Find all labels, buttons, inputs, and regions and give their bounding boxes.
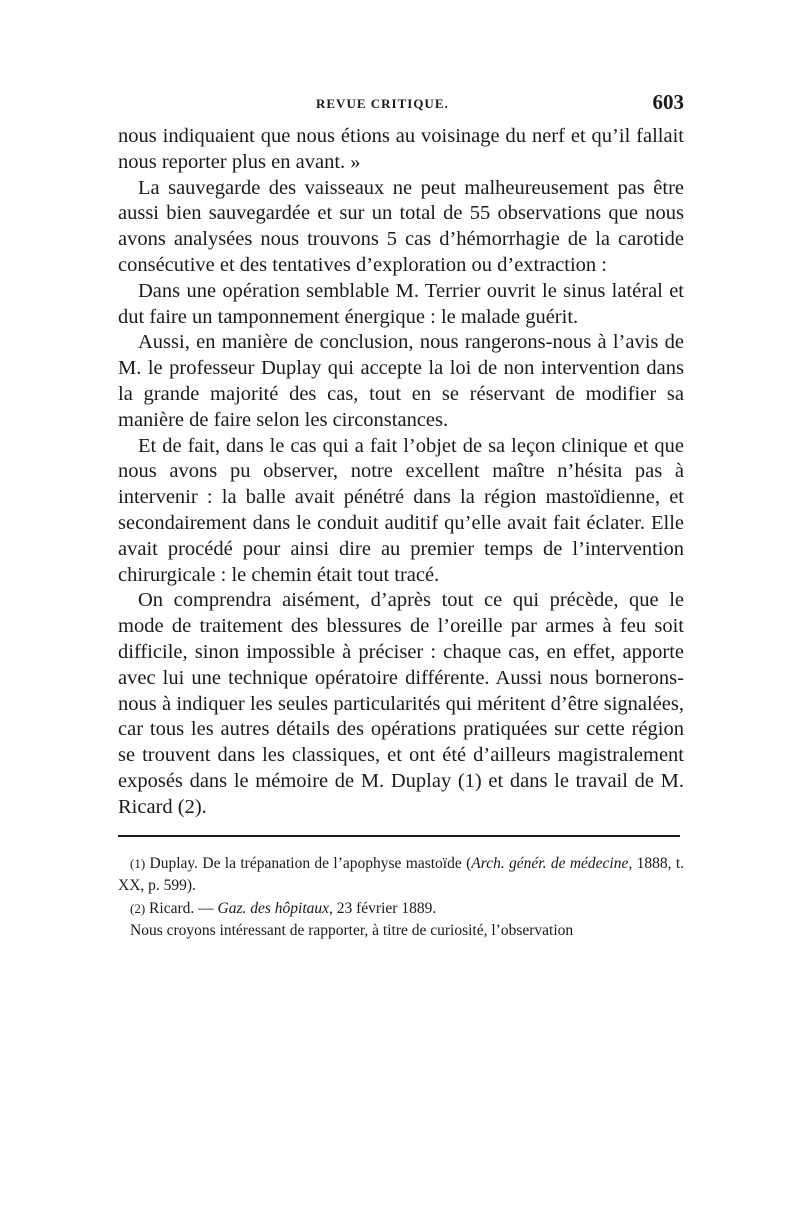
- footnote-1-text: Duplay. De la trépanation de l’apophyse mastoïde (: [149, 854, 472, 872]
- paragraph-4: Aussi, en manière de conclusion, nous rangerons-nous à l’avis de M. le professeur Duplay qui accepte la loi de non intervention dans la grande majorité des cas, tout en se réservant de modifier sa manière de faire selon les circonstances.: [118, 331, 684, 431]
- footnote-2-text: Ricard. —: [149, 899, 218, 917]
- running-title: REVUE CRITIQUE.: [316, 96, 449, 111]
- footnote-2-journal: Gaz. des hôpitaux,: [217, 899, 333, 917]
- footnote-3: Nous croyons intéressant de rapporter, à titre de curiosité, l’observation: [130, 922, 574, 940]
- footnote-1-reference: 1888, t. XX, p. 599).: [118, 854, 685, 895]
- footnotes: [118, 853, 684, 943]
- footnote-1-marker: (1): [130, 855, 146, 871]
- footnote-2: [118, 898, 684, 921]
- footnote-2-reference: 23 février 1889.: [332, 899, 437, 917]
- paragraph-3: Dans une opération semblable M. Terrier ouvrit le sinus latéral et dut faire un tamponnement énergique : le malade guérit.: [118, 279, 684, 328]
- footnote-1: [118, 853, 684, 898]
- footnote-divider: [118, 835, 680, 837]
- footnote-2-marker: (2): [130, 900, 146, 916]
- paragraph-6: On comprendra aisément, d’après tout ce qui précède, que le mode de traitement des blessures de l’oreille par armes à feu soit difficile, sinon impossible à préciser : chaque cas, en effet, apporte avec lui une technique opératoire différente. Aussi nous bornerons-nous à indiquer les seules particularités qui méritent d’être signalées, car tous les autres détails des opérations pratiquées sur cette région se trouvent dans les classiques, et ont été d’ailleurs magistralement exposés dans le mémoire de M. Duplay (1) et dans le travail de M. Ricard (2).: [118, 589, 684, 818]
- paragraph-1: nous indiquaient que nous étions au voisinage du nerf et qu’il fallait nous reporter plus en avant. »: [118, 125, 684, 173]
- paragraph-2: La sauvegarde des vaisseaux ne peut malheureusement pas être aussi bien sauvegardée et sur un total de 55 observations que nous avons analysées nous trouvons 5 cas d’hémorrhagie de la carotide consécutive et des tentatives d’exploration ou d’extraction :: [118, 176, 684, 276]
- body-text: [118, 124, 684, 821]
- page-header: [118, 88, 684, 124]
- page-number: 603: [652, 90, 684, 114]
- footnote-1-journal: Arch. génér. de médecine,: [471, 854, 633, 872]
- paragraph-5: Et de fait, dans le cas qui a fait l’objet de sa leçon clinique et que nous avons pu observer, notre excellent maître n’hésita pas à intervenir : la balle avait pénétré dans la région mastoïdienne, et secondairement dans le conduit auditif qu’elle avait fait éclater. Elle avait procédé pour ainsi dire au premier temps de l’intervention chirurgicale : le chemin était tout tracé.: [118, 434, 684, 586]
- page: [118, 88, 684, 943]
